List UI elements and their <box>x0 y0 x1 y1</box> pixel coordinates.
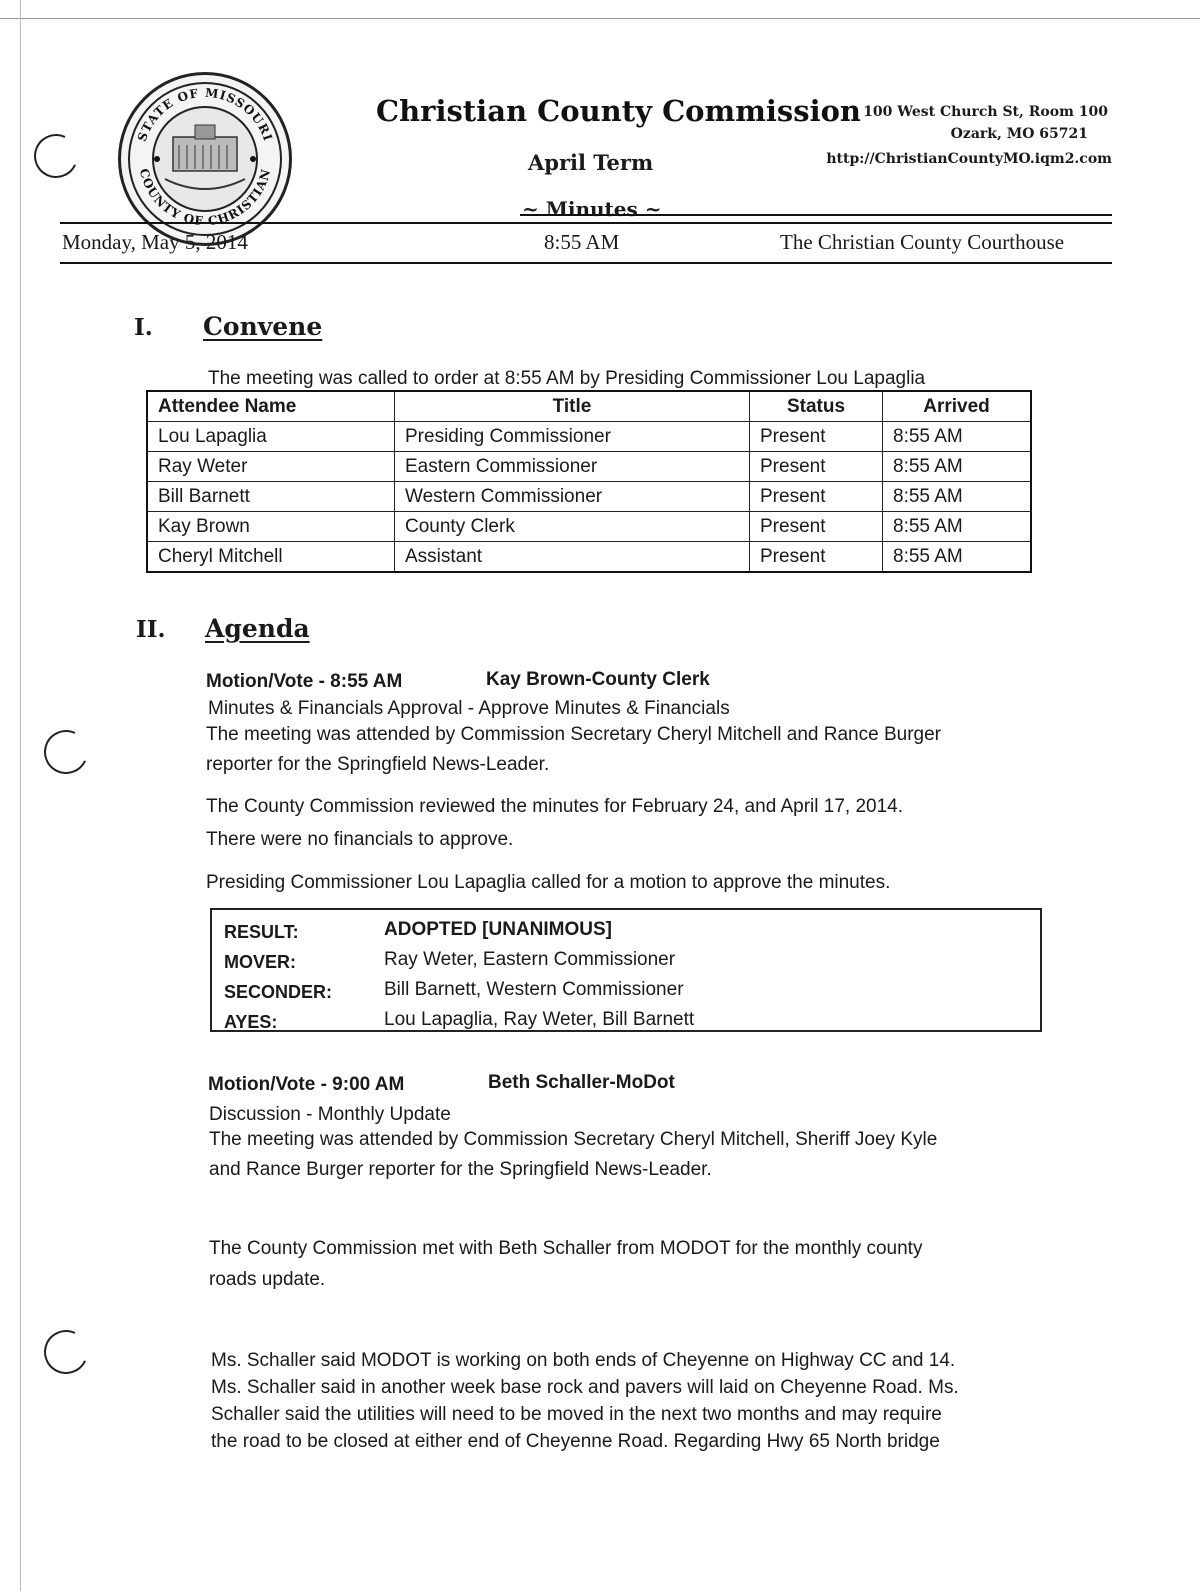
ayes-label: AYES: <box>224 1012 278 1032</box>
scan-edge-left <box>20 0 21 1591</box>
attendee-name: Kay Brown <box>147 512 395 542</box>
column-header: Attendee Name <box>147 391 395 422</box>
website-link[interactable]: http://ChristianCountyMO.iqm2.com <box>826 151 1112 167</box>
attendee-status: Present <box>750 482 883 512</box>
mover-label: MOVER: <box>224 952 296 972</box>
attendee-title: Eastern Commissioner <box>395 452 750 482</box>
punch-hole-icon <box>28 128 84 184</box>
attendee-name: Cheryl Mitchell <box>147 542 395 573</box>
section-title-agenda: Agenda <box>205 614 310 643</box>
paragraph-line: roads update. <box>209 1269 326 1290</box>
attendee-arrived: 8:55 AM <box>883 452 1032 482</box>
county-seal-logo <box>118 72 292 246</box>
meeting-time: 8:55 AM <box>544 230 620 254</box>
agenda-item-heading: Motion/Vote - 9:00 AM <box>208 1074 405 1095</box>
vote-result-box <box>210 908 1042 1032</box>
attendee-arrived: 8:55 AM <box>883 512 1032 542</box>
meeting-location: The Christian County Courthouse <box>780 230 1065 254</box>
header-rule-lower <box>60 262 1112 264</box>
column-header: Title <box>395 391 750 422</box>
paragraph-line: reporter for the Springfield News-Leader. <box>206 754 550 775</box>
section-number: I. <box>134 314 153 341</box>
paragraph-line: There were no financials to approve. <box>206 829 514 850</box>
paragraph-line: The meeting was attended by Commission Secretary Cheryl Mitchell and Rance Burger <box>206 724 941 745</box>
table-row <box>147 422 1031 452</box>
attendee-name: Ray Weter <box>147 452 395 482</box>
svg-text:COUNTY OF CHRISTIAN: COUNTY OF CHRISTIAN <box>136 167 274 229</box>
attendee-arrived: 8:55 AM <box>883 422 1032 452</box>
column-header: Status <box>750 391 883 422</box>
table-row <box>147 542 1031 573</box>
section-title-convene: Convene <box>203 312 323 341</box>
punch-hole-icon <box>38 724 94 780</box>
paragraph-line: and Rance Burger reporter for the Springfield News-Leader. <box>209 1159 712 1180</box>
agenda-item-subject: Minutes & Financials Approval - Approve Minutes & Financials <box>208 698 730 719</box>
column-header: Arrived <box>883 391 1032 422</box>
attendee-title: Presiding Commissioner <box>395 422 750 452</box>
paragraph-line: The meeting was attended by Commission Secretary Cheryl Mitchell, Sheriff Joey Kyle <box>209 1129 938 1150</box>
attendee-status: Present <box>750 512 883 542</box>
paragraph-line: Ms. Schaller said in another week base rock and pavers will laid on Cheyenne Road. Ms. <box>211 1377 959 1398</box>
table-header-row <box>147 391 1031 422</box>
ayes-value: Lou Lapaglia, Ray Weter, Bill Barnett <box>384 1009 695 1030</box>
attendee-title: Assistant <box>395 542 750 573</box>
attendee-name: Lou Lapaglia <box>147 422 395 452</box>
paragraph-line: Presiding Commissioner Lou Lapaglia called for a motion to approve the minutes. <box>206 872 891 893</box>
attendee-table <box>146 390 1032 573</box>
svg-text:STATE OF MISSOURI: STATE OF MISSOURI <box>134 85 276 144</box>
result-label: RESULT: <box>224 922 299 942</box>
convene-intro: The meeting was called to order at 8:55 AM by Presiding Commissioner Lou Lapaglia <box>208 368 926 389</box>
meeting-date: Monday, May 5, 2014 <box>62 230 248 254</box>
result-value: ADOPTED [UNANIMOUS] <box>384 919 612 940</box>
org-title: Christian County Commission <box>376 94 862 128</box>
attendee-status: Present <box>750 452 883 482</box>
paragraph-line: The County Commission reviewed the minutes for February 24, and April 17, 2014. <box>206 796 904 817</box>
mover-value: Ray Weter, Eastern Commissioner <box>384 949 676 970</box>
section-number: II. <box>136 616 166 643</box>
paragraph-line: Schaller said the utilities will need to be moved in the next two months and may require <box>211 1404 942 1425</box>
attendee-status: Present <box>750 422 883 452</box>
paragraph-line: Ms. Schaller said MODOT is working on both ends of Cheyenne on Highway CC and 14. <box>211 1350 956 1371</box>
attendee-title: County Clerk <box>395 512 750 542</box>
paragraph-line: The County Commission met with Beth Schaller from MODOT for the monthly county <box>209 1238 923 1259</box>
agenda-item-heading: Motion/Vote - 8:55 AM <box>206 671 403 692</box>
paragraph-line: the road to be closed at either end of Cheyenne Road. Regarding Hwy 65 North bridge <box>211 1431 940 1452</box>
header-rule-top <box>520 214 1112 216</box>
scan-edge-top <box>0 18 1200 19</box>
seconder-value: Bill Barnett, Western Commissioner <box>384 979 684 1000</box>
seconder-label: SECONDER: <box>224 982 333 1002</box>
table-row <box>147 452 1031 482</box>
table-row <box>147 512 1031 542</box>
address-line2: Ozark, MO 65721 <box>950 126 1088 142</box>
doc-type-label: ~ Minutes ~ <box>522 197 662 221</box>
header-rule-upper <box>60 222 1112 224</box>
agenda-item-subject: Discussion - Monthly Update <box>209 1104 451 1125</box>
address-line1: 100 West Church St, Room 100 <box>863 104 1108 120</box>
punch-hole-icon <box>38 1324 94 1380</box>
attendee-arrived: 8:55 AM <box>883 542 1032 573</box>
attendee-arrived: 8:55 AM <box>883 482 1032 512</box>
agenda-item-presenter: Kay Brown-County Clerk <box>486 669 710 690</box>
attendee-title: Western Commissioner <box>395 482 750 512</box>
table-row <box>147 482 1031 512</box>
attendee-status: Present <box>750 542 883 573</box>
agenda-item-presenter: Beth Schaller-MoDot <box>488 1072 675 1093</box>
term-label: April Term <box>528 150 654 175</box>
attendee-name: Bill Barnett <box>147 482 395 512</box>
